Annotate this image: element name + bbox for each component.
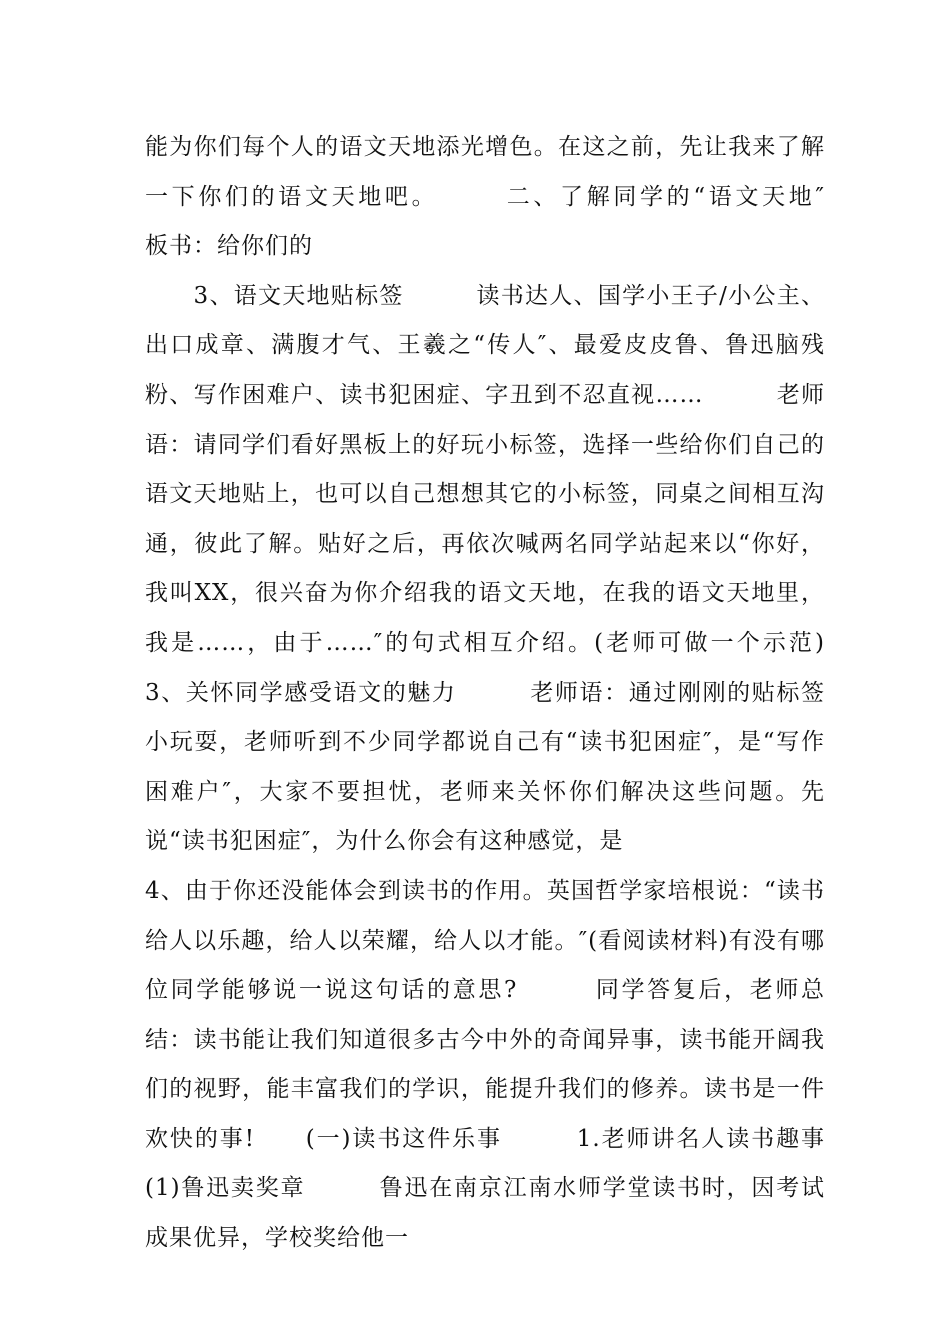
document-body <box>145 123 897 1264</box>
paragraph-3: 4、由于你还没能体会到读书的作用。英国哲学家培根说：“读书给人以乐趣，给人以荣耀，给人以才能。″(看阅读材料)有没有哪位同学能够说一说这句话的意思? 同学答复后，老师总结：读书能让我们知道很多古今中外的奇闻异事，读书能开阔我们的视野，能丰富我们的学识，能提升我们的修养。读书是一件欢快的事! (一)读书这件乐事 1.老师讲名人读书趣事 (1)鲁迅卖奖章 鲁迅在南京江南水师学堂读书时，因考试成果优异，学校奖给他一 <box>145 877 897 1252</box>
paragraph-1: 能为你们每个人的语文天地添光增色。在这之前，先让我来了解一下你们的语文天地吧。 二、了解同学的“语文天地″ 板书：给你们的 <box>145 134 897 260</box>
paragraph-2: 3、语文天地贴标签 读书达人、国学小王子/小公主、出口成章、满腹才气、王羲之“传人″、最爱皮皮鲁、鲁迅脑残粉、写作困难户、读书犯困症、字丑到不忍直视…… 老师语：请同学们看好黑板上的好玩小标签，选择一些给你们自己的语文天地贴上，也可以自己想想其它的小标签，同桌之间相互沟通，彼此了解。贴好之后，再依次喊两名同学站起来以“你好，我叫XX，很兴奋为你介绍我的语文天地，在我的语文天地里，我是……，由于……″的句式相互介绍。(老师可做一个示范) 3、关怀同学感受语文的魅力 老师语：通过刚刚的贴标签小玩耍，老师听到不少同学都说自己有“读书犯困症″，是“写作困难户″，大家不要担忧，老师来关怀你们解决这些问题。先说“读书犯困症″，为什么你会有这种感觉，是 <box>145 282 897 855</box>
